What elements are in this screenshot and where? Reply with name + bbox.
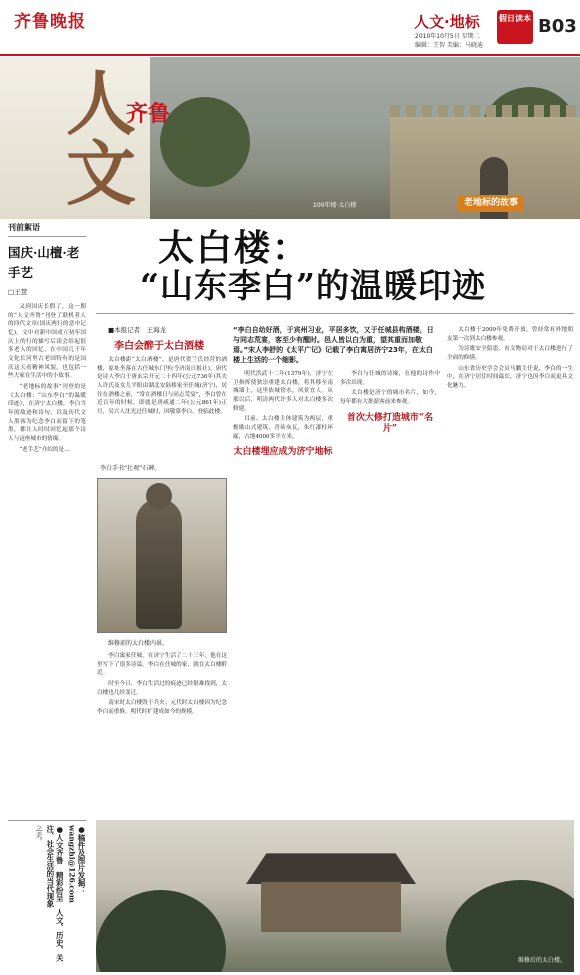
column-title: 国庆·山檀·老手艺 bbox=[8, 244, 80, 280]
section-title: 人文·地标 bbox=[414, 13, 480, 31]
article-subhead: 李白会醉于太白酒楼 bbox=[114, 341, 204, 352]
column-body bbox=[8, 303, 86, 454]
article-paragraph: 为诗歌安全隐患，市文物局对于太白楼进行了全面的修缮。 bbox=[447, 346, 573, 361]
column-paragraph: 又到国庆长假了，这一期的“人文齐鲁”刊登了联机者人的四代文章(国庆两行的意中记忆)。文中对新中国成立初年国庆上的行的描写后读会给起很多老人的回忆，在中国几千年文化长河里古老国特有的是国庆这天看精神风貌，也包括一些大家在生活中的小故事。 bbox=[8, 304, 86, 380]
article-paragraph: 李白与任城的诗缘，在他的诗作中多次出现。 bbox=[340, 371, 440, 386]
promo-line: ●稿件及图片发掘：wangzhi@126.com bbox=[67, 825, 86, 903]
article-subhead-3: 首次大修打造城市“名片” bbox=[346, 412, 434, 435]
column-logo-char: 人文 bbox=[66, 62, 136, 215]
column-logo bbox=[66, 62, 196, 215]
article-paragraph: 明代洪武十二年(1379年)，济宁左卫指挥使狄崇重建太白楼，将其移至南城墙上，这里依城傍水，风景宜人。从那以后，明清两代许多人对太白楼多次修建。 bbox=[233, 371, 333, 412]
article-paragraph: 南宋时太白楼毁于兵火；元代时太白楼因为纪念李白而重修，明代时扩建成如今的规模。 bbox=[97, 700, 227, 715]
inset-label: 李白手书“壮观”石碑。 bbox=[100, 465, 161, 472]
article-col-3 bbox=[340, 370, 440, 441]
article-subhead-2: 太白楼埋应成为济宁地标 bbox=[233, 447, 333, 458]
article-col-2 bbox=[233, 370, 333, 464]
article-col-1 bbox=[97, 356, 227, 419]
kicker: 刊前絮语 bbox=[8, 222, 86, 237]
statue-body bbox=[136, 499, 182, 629]
article-deck: “李白自幼好酒，于宾州习业，平居多饮，又于任城县构酒楼，日与同志荒宴，客至少有醒时。邑人皆以白为重，望其重而加敬焉。”宋人李舒的《太平广记》记载了李白寓居济宁23年，在太白楼上生活的一个缩影。 bbox=[233, 326, 434, 365]
column-logo-name: 齐鲁 bbox=[126, 102, 171, 127]
building-body bbox=[261, 882, 401, 932]
masthead: 齐鲁晚报 bbox=[14, 12, 86, 32]
holiday-badge: 假日读本 bbox=[497, 10, 533, 44]
promo-line: 之美。 bbox=[34, 825, 43, 845]
inset-caption: 维修前的太白楼内景。 bbox=[108, 640, 169, 647]
article-paragraph: 时至今日，李白生活过的痕迹已经很难找到，太白楼也几经变迁。 bbox=[97, 680, 227, 696]
bottom-photo bbox=[96, 820, 574, 972]
article-paragraph: 太白楼距“太白酒楼”，是唐代贺兰氏经营的酒楼，原址坐落在古任城东门里(今济南日报社)。唐代是诗人李白于唐玄宗开元二十四年(公元736年)其夫人许氏及女儿平阳由湖北安陆移家至任城(济宁)，居住在酒楼之前，“常在酒楼日与同志荒宴”，李白曾在近百年的时候，即就是唐咸通二年(公元861年)正月，吴兴人沈光过任城时，因敬慕李白，登临此楼。 bbox=[97, 357, 227, 415]
side-promo bbox=[8, 820, 86, 970]
article-paragraph: 太白楼是济宁的城市名片，如今，每年都有大批游客前来参观。 bbox=[340, 390, 440, 405]
building-roof bbox=[246, 850, 416, 884]
page-number: B03 bbox=[538, 16, 577, 37]
page-header bbox=[0, 0, 580, 56]
column-paragraph: “老手艺”介绍的是… bbox=[19, 446, 70, 453]
article-paragraph: 目前，太白楼主体建筑为两层，重檐歇山式建筑，青砖灰瓦，朱红漆柱环廊，占地4000多平方米。 bbox=[233, 416, 333, 440]
article-byline: ■本报记者 王海龙 bbox=[108, 326, 167, 334]
headline-rule bbox=[96, 313, 574, 314]
article-col-4 bbox=[447, 326, 573, 393]
header-rule bbox=[0, 54, 580, 56]
date-line: 2010年10月5日 星期二 bbox=[415, 33, 480, 40]
headline-line2: “山东李白”的温暖印迹 bbox=[140, 266, 486, 305]
statue-head bbox=[146, 483, 172, 509]
column-byline-name: 王慧 bbox=[14, 287, 28, 296]
column-byline: □王慧 bbox=[8, 287, 28, 296]
banner-photo-credit: 100年楼·太白楼 bbox=[313, 202, 357, 209]
banner bbox=[0, 57, 580, 219]
article-col-1b bbox=[97, 652, 227, 719]
promo-line: ●人文齐鲁 精彩纷呈 人文、历史、关注、社会生活的当代现象 bbox=[45, 825, 65, 962]
statue-photo bbox=[97, 478, 227, 633]
headline-line1: 太白楼： bbox=[158, 227, 311, 269]
tree-shape bbox=[96, 890, 226, 972]
story-tag: 老地标的故事 bbox=[458, 195, 524, 212]
article-paragraph: 山东省历史学会会员马鹏主任说，李白的一生中，在济宁居住时间最长，济宁也因李白而更具文化魅力。 bbox=[447, 365, 573, 389]
column-paragraph: “老地标的故事”刊登的是《太白楼：“山东李白”的温暖印迹》，在济宁太白楼，李白当年的故迹和诗句，以及历代文人墨客为纪念李白而留下的笔墨，都让人时时回忆起那个诗人与这座城市的情缘。 bbox=[8, 383, 86, 442]
editor-line: 编辑：王智 美编：马晓迪 bbox=[415, 42, 483, 49]
bottom-photo-caption: 维修后的太白楼。 bbox=[517, 957, 566, 965]
article-paragraph: 太白楼于2009年免费开放，曾经常有外地朋友第一次到太白楼参观。 bbox=[447, 327, 573, 342]
article-paragraph: 李白寓家任城，在济宁生活了二十三年，他在这里写下了很多诗篇。李白在任城的家，就在太白楼附近。 bbox=[97, 653, 227, 677]
